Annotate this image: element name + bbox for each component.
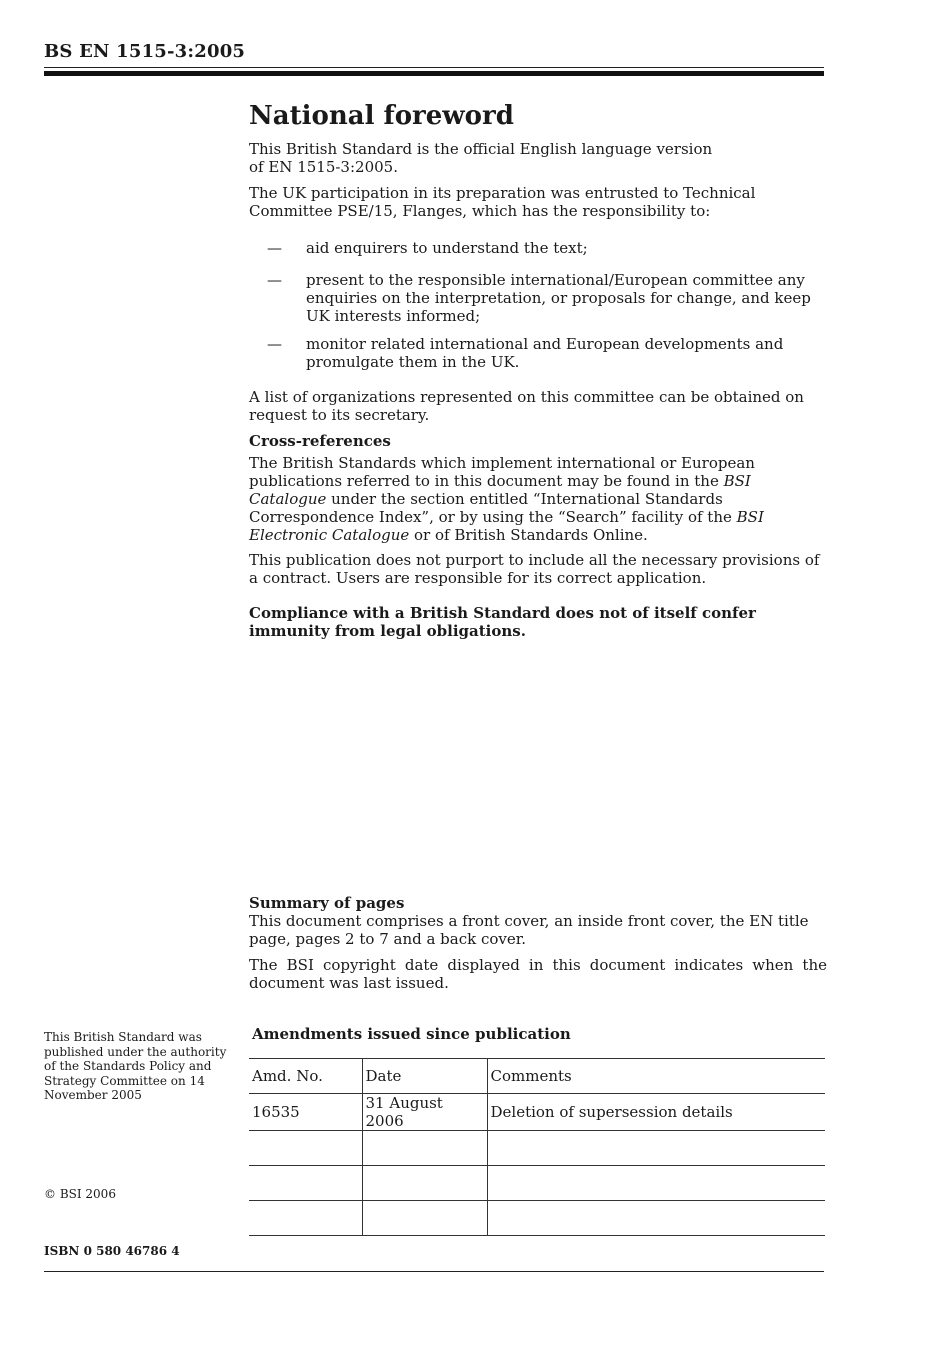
compliance-statement: Compliance with a British Standard does not of itself confer immunity from legal obligations. [249,604,756,640]
bullet-dash: — [267,239,282,257]
header-cell-comments: Comments [487,1059,825,1094]
bullet-dash: — [267,335,282,353]
table-cell [249,1131,362,1166]
header-rule-thick [44,71,824,76]
header-cell-date: Date [362,1059,487,1094]
summary-section [249,894,827,992]
list-item [249,271,827,325]
table-cell [362,1131,487,1166]
table-cell [362,1201,487,1236]
crossref-electronic-catalogue-title: BSI Electronic Catalogue [249,508,764,544]
table-row [249,1094,825,1131]
participation-paragraph: The UK participation in its preparation was entrusted to Technical Committee PSE/15, Flanges, which has the responsibility to: [249,184,756,220]
cross-references-heading: Cross-references [249,432,391,450]
list-item [249,239,827,257]
footer-rule [44,1271,824,1272]
table-cell [249,1166,362,1201]
table-cell [487,1131,825,1166]
crossref-text-c: or of British Standards Online. [409,526,648,544]
header-rule-thin [44,67,824,68]
committee-list-paragraph: A list of organizations represented on this committee can be obtained on request to its secretary. [249,388,804,424]
crossref-text-a: The British Standards which implement international or European publications referred to in this document may be found in the [249,454,755,490]
copyright-date-paragraph: The BSI copyright date displayed in this document indicates when the document was last issued. [249,956,827,992]
table-cell: 16535 [249,1094,362,1131]
table-row [249,1201,825,1236]
provisions-paragraph: This publication does not purport to include all the necessary provisions of a contract. Users are responsible for its correct application. [249,551,820,587]
table-cell [362,1166,487,1201]
table-cell [249,1201,362,1236]
table-header-row [249,1059,825,1094]
isbn: ISBN 0 580 46786 4 [44,1244,180,1258]
crossref-text-b: under the section entitled “International Standards Correspondence Index”, or by using the “Search” facility of the [249,490,737,526]
list-item-text: aid enquirers to understand the text; [306,239,588,257]
amendments-title: Amendments issued since publication [252,1025,571,1043]
table-cell: 31 August 2006 [362,1094,487,1131]
foreword-intro [249,140,827,220]
copyright-notice: © BSI 2006 [44,1187,116,1201]
table-row [249,1131,825,1166]
cross-references-paragraph [249,454,827,544]
foreword-body [249,388,827,640]
header-cell-amd-no: Amd. No. [249,1059,362,1094]
table-row [249,1166,825,1201]
summary-heading: Summary of pages [249,894,405,912]
publication-note: This British Standard was published under the authority of the Standards Policy and Strategy Committee on 14 November 2005 [44,1030,227,1102]
summary-paragraph: This document comprises a front cover, an inside front cover, the EN title page, pages 2 to 7 and a back cover. [249,912,809,948]
list-item [249,335,827,371]
intro-paragraph: This British Standard is the official English language version of EN 1515-3:2005. [249,140,713,176]
table-cell [487,1166,825,1201]
table-cell [487,1201,825,1236]
list-item-text: monitor related international and European developments and promulgate them in the UK. [306,335,784,371]
responsibility-list [249,239,827,371]
page-title: National foreword [249,101,514,131]
document-code: BS EN 1515-3:2005 [44,41,246,62]
table-cell: Deletion of supersession details [487,1094,825,1131]
list-item-text: present to the responsible international/European committee any enquiries on the interpretation, or proposals for change, and keep UK interests informed; [306,271,811,325]
bullet-dash: — [267,271,282,289]
amendments-table [249,1058,825,1236]
crossref-catalogue-title: BSI Catalogue [249,472,751,508]
